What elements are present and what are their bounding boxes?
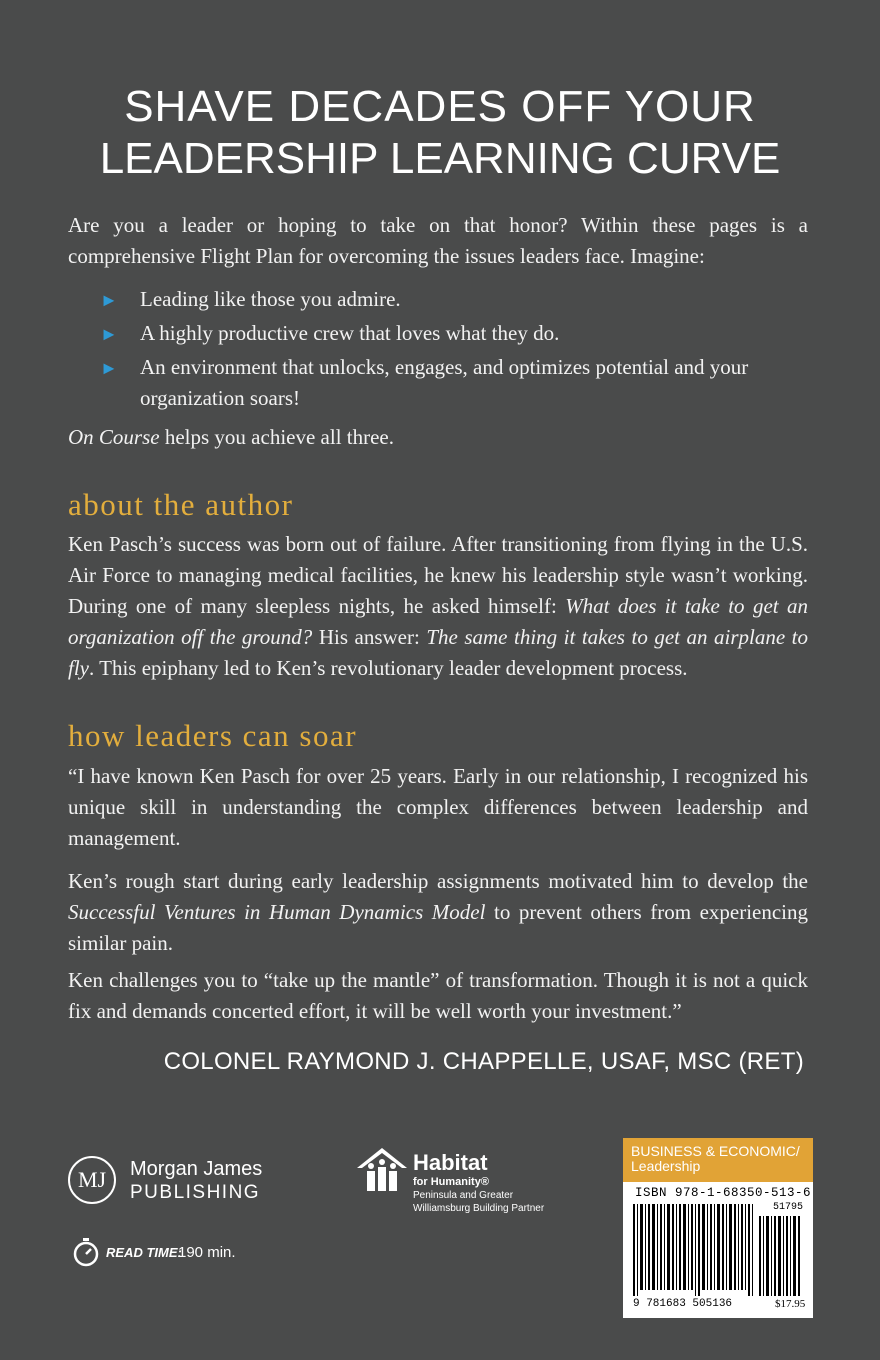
list-item	[100, 318, 800, 349]
intro-paragraph: Are you a leader or hoping to take on that honor? Within these pages is a comprehensive Flight Plan for overcoming the issues leaders face. Imagine:	[68, 213, 808, 268]
quote-text-a: Ken’s rough start during early leadership assignments motivated him to develop the	[68, 869, 808, 893]
bio-answer: The same thing it takes to get an airplane to fly	[68, 625, 808, 680]
quote-text-c: to prevent others from experiencing similar pain.	[68, 900, 809, 955]
price: $17.95	[775, 1298, 806, 1310]
barcode-icon	[631, 1204, 805, 1296]
category-line-2: Leadership	[631, 1158, 701, 1174]
quote-paragraph-3: Ken challenges you to “take up the mantle” of transformation. Though it is not a quick fix and demands concerted effort, it will be well worth your investment.”	[68, 968, 808, 1023]
read-time-label: READ TIME:	[106, 1245, 182, 1260]
closing-text: helps you achieve all three.	[159, 425, 394, 449]
category-line-1: BUSINESS & ECONOMIC/	[631, 1143, 800, 1159]
bio-text-1: Ken Pasch’s success was born out of failure. After transitioning from flying in the U.S. Air Force to managing medical facilities, he knew his leadership style wasn’t working. During one of many sleepless nights, he asked himself:	[68, 532, 808, 618]
price-code: 51795	[773, 1202, 804, 1213]
attrib-rank: , USAF, MSC (RET)	[586, 1048, 804, 1075]
bullet-text: An environment that unlocks, engages, and optimizes potential and your organization soars!	[140, 355, 749, 410]
barcode-number: 9 781683 505136	[633, 1298, 733, 1310]
arrow-bullet-icon: ►	[100, 290, 118, 310]
quote-paragraph-2	[68, 866, 808, 959]
habitat-house-icon	[355, 1146, 409, 1194]
habitat-sub: for Humanity®	[413, 1176, 489, 1188]
stopwatch-icon	[70, 1236, 102, 1268]
bio-text-3: . This epiphany led to Ken’s revolutionary leader development process.	[89, 656, 688, 680]
headline-line-1: SHAVE DECADES OFF YOUR	[124, 82, 756, 131]
bullet-list	[100, 284, 800, 417]
arrow-bullet-icon: ►	[100, 324, 118, 344]
list-item	[100, 284, 800, 315]
closing-line	[68, 422, 808, 453]
book-title: On Course	[68, 425, 160, 449]
mj-monogram-icon: MJ	[68, 1156, 116, 1204]
about-heading: about the author	[68, 487, 294, 522]
habitat-title: Habitat	[413, 1150, 488, 1175]
headline-line-2: LEADERSHIP LEARNING CURVE	[99, 134, 781, 183]
publisher-sub: PUBLISHING	[130, 1182, 261, 1203]
read-time-value: 190 min.	[178, 1244, 236, 1261]
soar-heading: how leaders can soar	[68, 718, 358, 753]
bio-question: What does it take to get an organization off the ground?	[68, 594, 808, 649]
list-item	[100, 352, 800, 414]
quote-attribution	[0, 1048, 804, 1076]
author-bio	[68, 529, 808, 684]
barcode-box	[623, 1138, 813, 1318]
bullet-text: A highly productive crew that loves what they do.	[140, 321, 560, 345]
attrib-name: COLONEL RAYMOND J. CHAPPELLE	[163, 1048, 587, 1075]
publisher-name: Morgan James	[130, 1158, 263, 1180]
category-label	[623, 1138, 813, 1182]
habitat-region: Peninsula and Greater	[413, 1190, 514, 1201]
arrow-bullet-icon: ►	[100, 358, 118, 378]
model-name: Successful Ventures in Human Dynamics Model	[68, 900, 486, 924]
bio-text-2: His answer:	[312, 625, 427, 649]
quote-paragraph-1: “I have known Ken Pasch for over 25 years. Early in our relationship, I recognized his unique skill in understanding the complex differences between leadership and management.	[68, 764, 808, 850]
habitat-partner: Williamsburg Building Partner	[413, 1203, 545, 1214]
isbn-text: ISBN 978-1-68350-513-6	[635, 1186, 812, 1200]
bullet-text: Leading like those you admire.	[140, 287, 401, 311]
